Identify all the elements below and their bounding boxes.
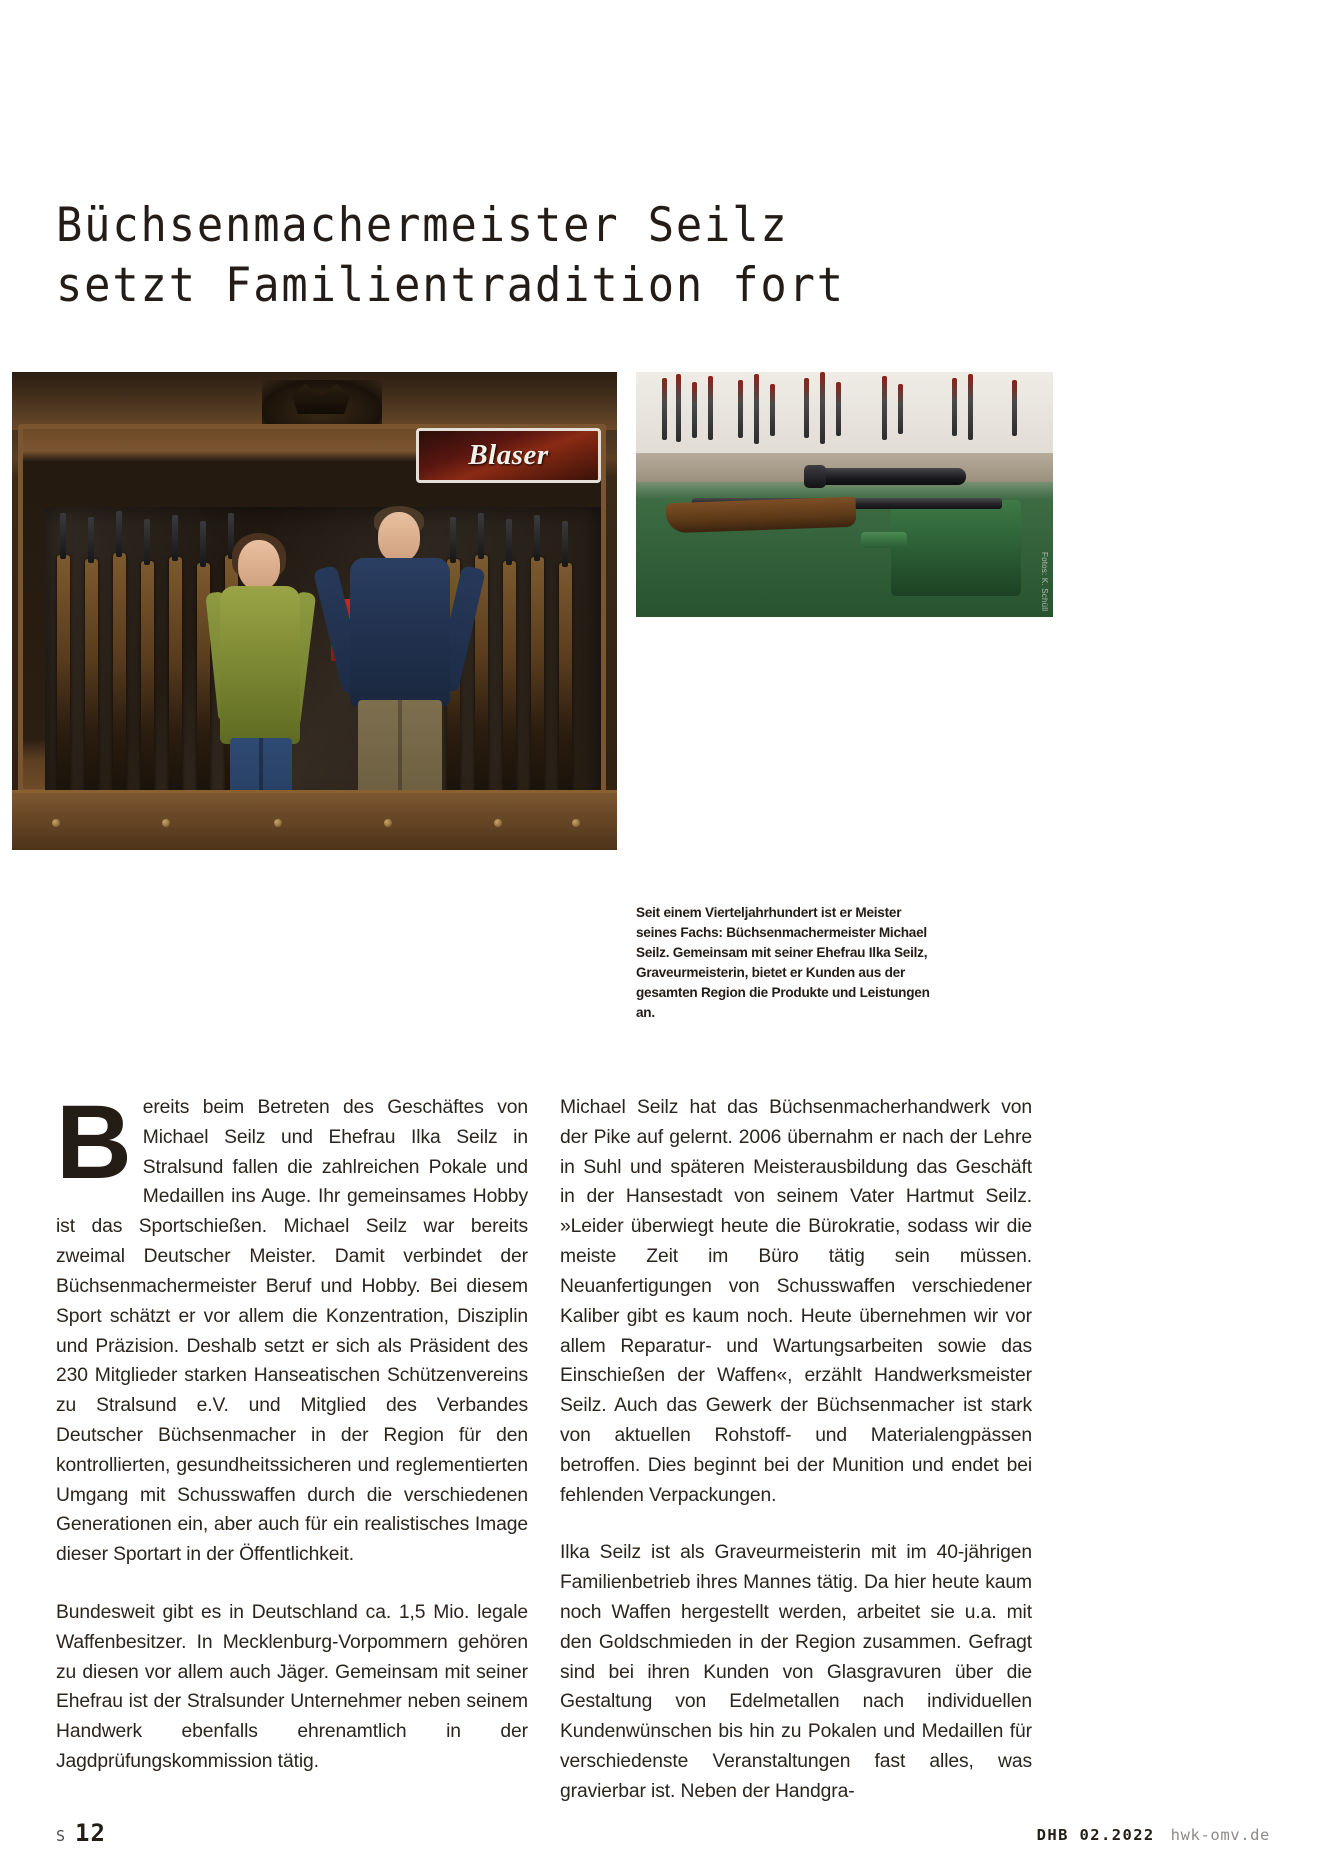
torso	[350, 558, 450, 706]
trophy-decoration	[262, 380, 382, 424]
workshop-wall	[636, 372, 1053, 453]
head	[238, 540, 280, 590]
rifle-stock	[666, 497, 857, 534]
rifle-in-vise-workbench-photo	[636, 372, 1053, 617]
body-column-left	[56, 1084, 528, 1777]
headline-line-2: setzt Familientradition fort	[56, 258, 845, 314]
footer-issue-info	[1037, 1826, 1270, 1844]
headline-line-1: Büchsenmachermeister Seilz	[56, 198, 789, 253]
body-paragraph: Ilka Seilz ist als Graveurmeisterin mit im 40-jährigen Familienbetrieb ihres Mannes tätig. Da hier heute kaum noch Waffen hergestellt werden, arbeitet sie u.a. mit den Goldschmieden in der Region zusammen. Gefragt sind bei ihren Kunden von Glasgravuren über die Gestaltung von Edelmetallen nach individuellen Kundenwünschen bis hin zu Pokalen und Medaillen für verschiedenste Veranstaltungen fast alles, was gravierbar ist. Neben der Handgra-	[560, 1542, 1032, 1802]
body-column-right	[560, 1093, 1032, 1807]
footer-page-marker	[56, 1819, 106, 1847]
footer-section-letter: S	[56, 1827, 67, 1845]
head	[378, 512, 420, 562]
footer-issue-label: DHB 02.2022	[1036, 1826, 1155, 1844]
photo-credit: Fotos: K. Schüll	[1040, 551, 1049, 611]
footer-website-url[interactable]: hwk-omv.de	[1170, 1826, 1270, 1844]
blaser-sign-label: Blaser	[468, 439, 549, 471]
rifle-scope	[816, 468, 966, 485]
workbench-scene	[636, 372, 1053, 617]
shop-counter	[12, 790, 617, 850]
torso	[220, 586, 300, 744]
footer-page-number: 12	[75, 1819, 106, 1847]
gun-shop-interior-photo	[12, 372, 617, 850]
image-caption: Seit einem Vierteljahrhundert ist er Meister seines Fachs: Büchsenmachermeister Michael Seilz. Gemeinsam mit seiner Ehefrau Ilka Seilz, Graveurmeisterin, bietet er Kunden aus der gesamten Region die Produkte und Leistungen an.	[636, 905, 930, 1020]
page-title	[56, 196, 1106, 316]
cabinet-glass	[45, 507, 601, 807]
body-paragraph: Michael Seilz hat das Büchsenmacherhandwerk von der Pike auf gelernt. 2006 übernahm er nach der Lehre in Suhl und späteren Meisterausbildung das Geschäft in der Hansestadt von seinem Vater Hartmut Seilz. »Leider überwiegt heute die Bürokratie, sodass wir die meiste Zeit im Büro tätig sein müssen. Neuanfertigungen von Schusswaffen verschiedener Kaliber gibt es kaum noch. Heute übernehmen wir vor allem Reparatur- und Wartungsarbeiten sowie das Einschießen der Waffen«, erzählt Handwerksmeister Seilz. Auch das Gewerk der Büchsenmacher ist stark von aktuellen Rohstoff- und Materialengpässen betroffen. Dies beginnt bei der Munition und endet bei fehlenden Verpackungen.	[560, 1097, 1032, 1506]
blaser-brand-sign	[416, 428, 601, 483]
body-paragraph: Bereits beim Betreten des Geschäftes von Michael Seilz und Ehefrau Ilka Seilz in Stralsund fallen die zahlreichen Pokale und Medaillen ins Auge. Ihr gemeinsames Hobby ist das Sportschießen. Michael Seilz war bereits zweimal Deutscher Meister. Damit verbindet der Büchsenmachermeister Beruf und Hobby. Bei diesem Sport schätzt er vor allem die Konzentration, Disziplin und Präzision. Deshalb setzt er sich als Präsident des 230 Mitglieder starken Hanseatischen Schützenvereins zu Stralsund e.V. und Mitglied des Verbandes Deutscher Büchsenmacher in der Region für den kontrollierten, gesundheitssicheren und reglementierten Umgang mit Schusswaffen durch die verschiedenen Generationen ein, aber auch für ein realistisches Image dieser Sportart in der Öffentlichkeit.	[56, 1084, 528, 1566]
green-bench-vise	[891, 500, 1021, 596]
body-paragraph: Bundesweit gibt es in Deutschland ca. 1,5 Mio. legale Waffenbesitzer. In Mecklenburg-Vorpommern gehören zu diesen vor allem auch Jäger. Gemeinsam mit seiner Ehefrau ist der Stralsunder Unternehmer neben seinem Handwerk ebenfalls ehrenamtlich in der Jagdprüfungskommission tätig.	[56, 1602, 528, 1773]
shop-scene	[12, 372, 617, 850]
